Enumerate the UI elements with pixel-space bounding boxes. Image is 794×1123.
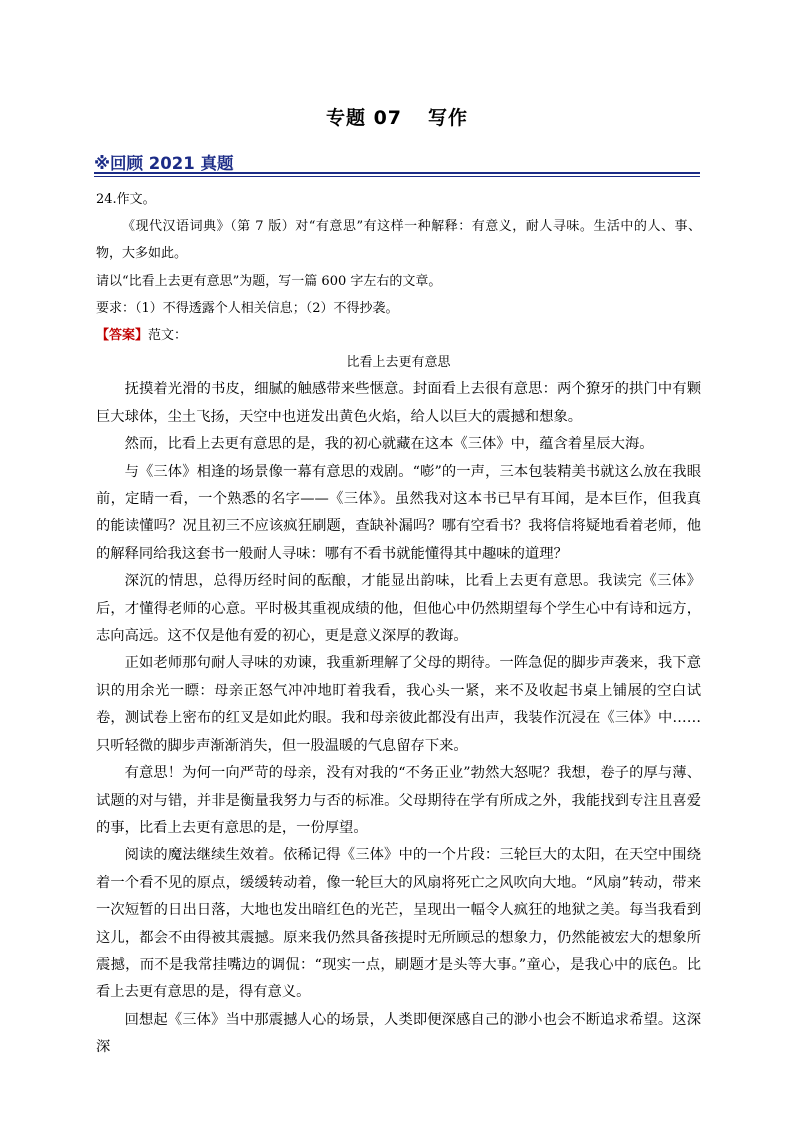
section-heading: ※回顾 2021 真题 [94, 154, 234, 173]
answer-line [96, 322, 701, 349]
essay-paragraph: 深沉的情思，总得历经时间的酝酿，才能显出韵味，比看上去更有意思。我读完《三体》后，才懂得老师的心意。平时极其重视成绩的他，但他心中仍然期望每个学生心中有诗和远方，志向高远。这不仅是他有爱的初心，更是意义深厚的教诲。 [96, 573, 701, 645]
question-prompt: 请以“比看上去更有意思”为题，写一篇 600 字左右的文章。 [96, 273, 442, 289]
essay-paragraph: 有意思！为何一向严苛的母亲，没有对我的“不务正业”勃然大怒呢？我想，卷子的厚与薄、试题的对与错，并非是衡量我努力与否的标准。父母期待在学有所成之外，我能找到专注且喜爱的事，比看上去更有意思的是，一份厚望。 [96, 765, 701, 836]
question-number: 24.作文。 [96, 192, 156, 207]
page-title-number: 专题 07 [325, 107, 403, 129]
essay-paragraph: 回想起《三体》当中那震撼人心的场景，人类即便深感自己的渺小也会不断追求希望。这深深 [96, 1011, 701, 1056]
page-title [0, 103, 794, 130]
document-body [96, 186, 701, 1062]
essay-paragraph: 正如老师那句耐人寻味的劝谏，我重新理解了父母的期待。一阵急促的脚步声袭来，我下意识的用余光一瞟：母亲正怒气冲冲地盯着我看，我心头一紧，来不及收起书桌上铺展的空白试卷，测试卷上密布的红叉是如此灼眼。我和母亲彼此都没有出声，我装作沉浸在《三体》中……只听轻微的脚步声渐渐消失，但一股温暖的气息留存下来。 [96, 655, 701, 754]
question-requirements: 要求：（1）不得透露个人相关信息；（2）不得抄袭。 [96, 300, 399, 316]
essay-paragraph: 阅读的魔法继续生效着。依稀记得《三体》中的一个片段：三轮巨大的太阳，在天空中围绕着一个看不见的原点，缓缓转动着，像一轮巨大的风扇将死亡之风吹向大地。“风扇”转动，带来一次短暂的日出日落，大地也发出暗红色的光芒，呈现出一幅令人疯狂的地狱之美。每当我看到这儿，都会不由得被其震撼。原来我仍然具备孩提时无所顾忌的想象力，仍然能被宏大的想象所震撼，而不是我常挂嘴边的调侃：“现实一点，刷题才是头等大事。”童心，是我心中的底色。比看上去更有意思的是，得有意义。 [96, 847, 701, 1001]
section-rule-thick [94, 172, 700, 174]
essay-text [96, 376, 701, 1061]
essay-paragraph: 然而，比看上去更有意思的是，我的初心就藏在这本《三体》中，蕴含着星辰大海。 [124, 436, 654, 453]
essay-paragraph: 抚摸着光滑的书皮，细腻的触感带来些惬意。封面看上去很有意思：两个獠牙的拱门中有颗巨大球体，尘土飞扬，天空中也迸发出黄色火焰，给人以巨大的震撼和想象。 [96, 381, 701, 425]
section-rule-thin [94, 176, 700, 177]
essay-paragraph: 与《三体》相逢的场景像一幕有意思的戏剧。“嘭”的一声，三本包装精美书就这么放在我眼前，定睛一看，一个熟悉的名字——《三体》。虽然我对这本书已早有耳闻，是本巨作，但我真的能读懂吗？况且初三不应该疯狂刷题，查缺补漏吗？哪有空看书？我将信将疑地看着老师，他的解释同给我这套书一般耐人寻味：哪有不看书就能懂得其中趣味的道理？ [96, 463, 701, 562]
answer-label: 范文： [148, 328, 188, 344]
answer-tag: 【答案】 [96, 328, 149, 344]
page-title-topic: 写作 [428, 107, 469, 129]
essay-title: 比看上去更有意思 [346, 355, 451, 371]
question-paragraph: 《现代汉语词典》（第 7 版）对“有意思”有这样一种解释：有意义，耐人寻味。生活中的人、事、物，大多如此。 [96, 219, 701, 262]
